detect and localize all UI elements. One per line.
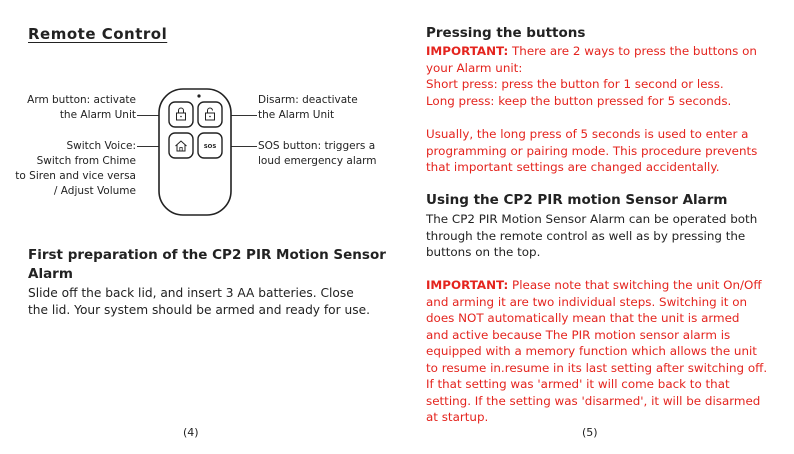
paragraph-line: and active because The PIR motion sensor alarm is [426, 327, 731, 342]
section-heading-first-preparation [28, 246, 386, 284]
paragraph-press-methods [426, 43, 757, 109]
switch-voice-button [169, 133, 193, 158]
paragraph-line [426, 277, 767, 294]
paragraph-text: Please note that switching the unit On/Off [508, 278, 762, 292]
label-line: loud emergency alarm [258, 155, 377, 167]
paragraph-line: at startup. [426, 410, 489, 424]
heading-pressing-buttons: Pressing the buttons [426, 25, 586, 41]
paragraph-long-press [426, 126, 757, 176]
heading-line: First preparation of the CP2 PIR Motion Sensor [28, 247, 386, 263]
label-line: Arm button: activate [27, 94, 136, 106]
label-line: Switch Voice: [66, 140, 136, 152]
paragraph-line: setting. If the setting was 'disarmed', it will be disarmed [426, 393, 761, 408]
paragraph-line: through the remote control as well as by pressing the [426, 228, 746, 243]
led-indicator [197, 94, 200, 97]
label-line: / Adjust Volume [53, 185, 136, 197]
arm-button-label [27, 93, 136, 123]
disarm-button [198, 102, 222, 127]
paragraph-line: to resume in.resume in its last setting after switching off. [426, 360, 768, 375]
remote-control-illustration [158, 88, 232, 216]
important-label: IMPORTANT: [426, 44, 509, 58]
page-title: Remote Control [28, 25, 168, 43]
paragraph-line: and arming it are two individual steps. Switching it on [426, 294, 748, 309]
paragraph-operation [426, 211, 757, 261]
heading-using-sensor: Using the CP2 PIR motion Sensor Alarm [426, 192, 728, 208]
section-body-first-preparation [28, 285, 378, 319]
label-line: Disarm: deactivate [258, 94, 358, 106]
important-label: IMPORTANT: [426, 278, 509, 292]
sos-button-text: SOS [203, 144, 217, 150]
heading-line: Alarm [28, 266, 73, 282]
paragraph-line: buttons on the top. [426, 245, 541, 259]
label-line: the Alarm Unit [59, 109, 136, 121]
paragraph-line: Usually, the long press of 5 seconds is used to enter a [426, 127, 749, 141]
body-line: Slide off the back lid, and insert 3 AA batteries. Close [28, 286, 354, 300]
paragraph-line: Long press: keep the button pressed for 5 seconds. [426, 93, 732, 108]
label-line: the Alarm Unit [258, 109, 335, 121]
paragraph-text: There are 2 ways to press the buttons on [508, 44, 757, 58]
label-line: SOS button: triggers a [258, 140, 376, 152]
body-line: the lid. Your system should be armed and ready for use. [28, 303, 370, 317]
paragraph-line: does NOT automatically mean that the unit is armed [426, 311, 740, 325]
paragraph-line: your Alarm unit: [426, 60, 523, 75]
paragraph-line: Short press: press the button for 1 second or less. [426, 77, 724, 91]
paragraph-line: If that setting was 'armed' it will come back to that [426, 377, 730, 391]
paragraph-line: programming or pairing mode. This procedure prevents [426, 143, 758, 158]
disarm-button-label [258, 93, 358, 123]
paragraph-line: The CP2 PIR Motion Sensor Alarm can be operated both [426, 212, 758, 226]
paragraph-line: that important settings are changed accidentally. [426, 160, 720, 174]
sos-button-label [258, 139, 377, 169]
switch-voice-label [15, 139, 136, 199]
label-line: to Siren and vice versa [15, 170, 136, 182]
label-line: Switch from Chime [36, 155, 136, 167]
paragraph-important-memory [426, 277, 767, 426]
page-number-left: (4) [183, 426, 199, 439]
arm-button [169, 102, 193, 127]
sos-button [198, 133, 222, 158]
page-number-right: (5) [582, 426, 598, 439]
paragraph-line: equipped with a memory function which allows the unit [426, 344, 757, 358]
paragraph-line [426, 43, 757, 60]
